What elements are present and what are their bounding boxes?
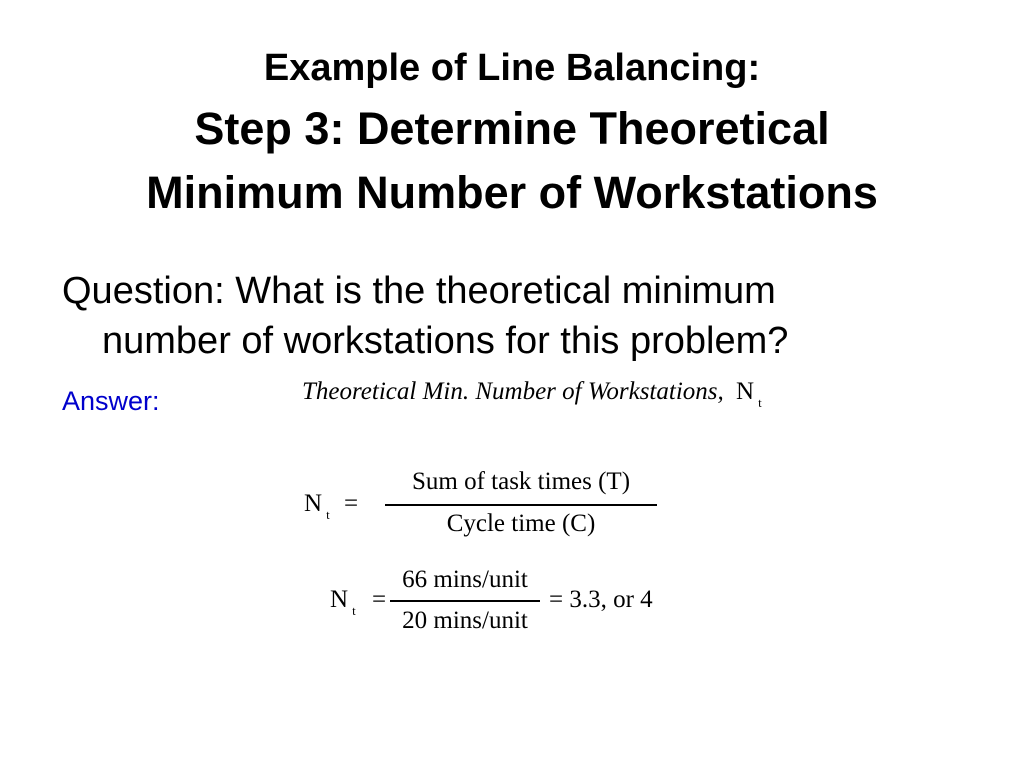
question-line-1: Question: What is the theoretical minimum bbox=[62, 270, 776, 312]
question-line-2: number of workstations for this problem? bbox=[102, 320, 789, 362]
formula2-result-group bbox=[549, 586, 653, 614]
formula2-fraction-bar bbox=[390, 600, 540, 602]
formula-heading-subscript: t bbox=[758, 395, 762, 410]
formula1-lhs bbox=[304, 490, 359, 522]
formula2-denominator: 20 mins/unit bbox=[402, 607, 528, 634]
title-line-2: Step 3: Determine Theoretical bbox=[194, 103, 830, 154]
formula1-numerator: Sum of task times (T) bbox=[411, 468, 631, 495]
formula2-lhs-subscript: t bbox=[352, 603, 356, 618]
formula-heading-symbol: N bbox=[736, 378, 755, 405]
formula1-denominator: Cycle time (C) bbox=[446, 510, 596, 537]
formula-heading-text: Theoretical Min. Number of Workstations, bbox=[302, 378, 724, 405]
formula2-equals: = bbox=[371, 586, 387, 613]
formula2-result: 3.3, or 4 bbox=[569, 586, 653, 613]
formula2-lhs-symbol: N bbox=[330, 586, 349, 613]
formula1-fraction-bar bbox=[385, 504, 657, 506]
formula1-lhs-symbol: N bbox=[304, 490, 323, 517]
title-line-1: Example of Line Balancing: bbox=[263, 47, 761, 89]
slide-title bbox=[0, 40, 1024, 224]
question-text bbox=[62, 266, 962, 366]
formula2-lhs bbox=[330, 586, 387, 618]
answer-label: Answer: bbox=[62, 386, 160, 416]
title-line-3: Minimum Number of Workstations bbox=[146, 167, 878, 218]
formula2-equals-2: = bbox=[549, 586, 564, 613]
formula1-lhs-subscript: t bbox=[326, 507, 330, 522]
formula1-equals: = bbox=[343, 490, 359, 517]
formula2-numerator: 66 mins/unit bbox=[402, 566, 528, 593]
formula-heading bbox=[302, 378, 762, 410]
